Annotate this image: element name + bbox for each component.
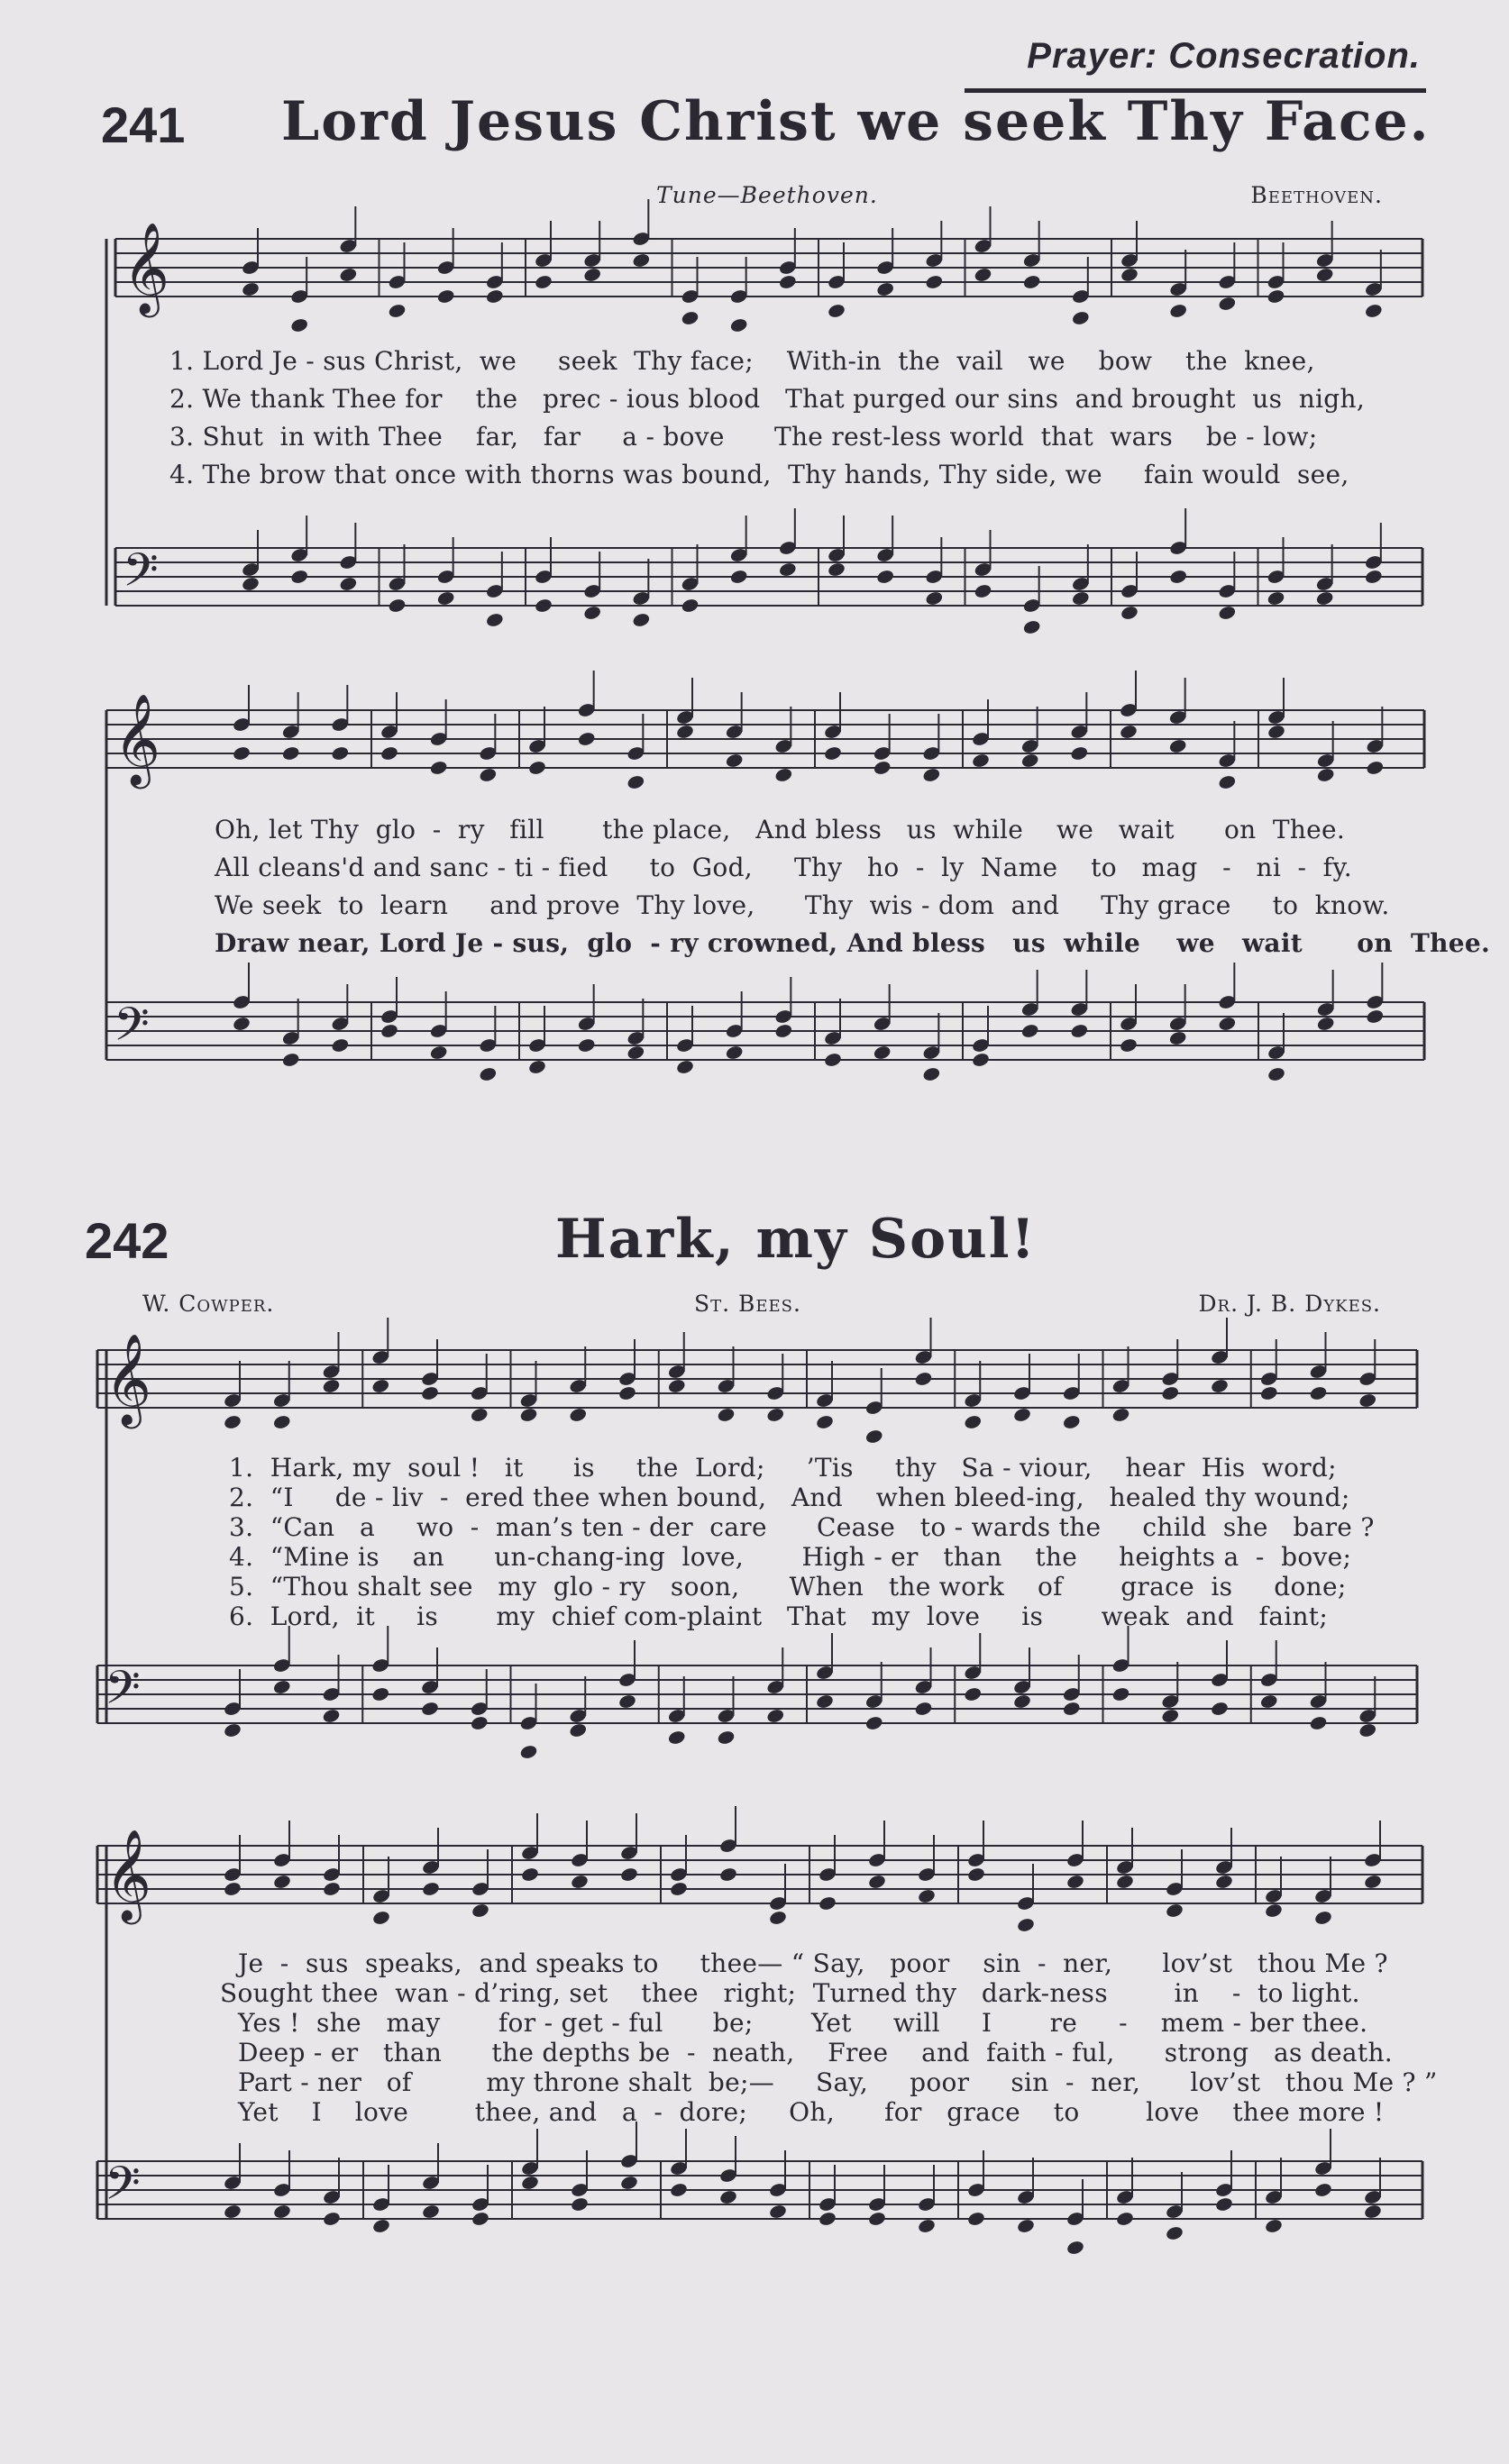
notehead bbox=[827, 303, 846, 319]
notehead bbox=[966, 1866, 985, 1883]
notehead bbox=[232, 1016, 251, 1032]
verse-line: 4. “Mine is an un-chang-ing love, High - er than the heights a - bove; bbox=[229, 1542, 1352, 1572]
notehead bbox=[1313, 1910, 1332, 1926]
notehead bbox=[485, 288, 504, 305]
notehead bbox=[632, 252, 651, 269]
notehead bbox=[1267, 724, 1285, 740]
notehead bbox=[827, 561, 846, 578]
notehead bbox=[322, 1881, 341, 1897]
notehead bbox=[768, 1910, 787, 1926]
notehead bbox=[1070, 745, 1089, 762]
notehead bbox=[380, 745, 398, 762]
notehead bbox=[667, 1729, 686, 1746]
verse-line: 1. Hark, my soul ! it is the Lord; ’Tis thy Sa - viour, hear His word; bbox=[229, 1453, 1337, 1483]
notehead bbox=[1366, 760, 1385, 776]
notehead bbox=[766, 1407, 785, 1423]
notehead bbox=[1267, 1066, 1285, 1082]
notehead bbox=[339, 576, 358, 592]
notehead bbox=[815, 1693, 834, 1710]
notehead bbox=[570, 2196, 589, 2213]
notehead bbox=[421, 1881, 440, 1897]
notehead bbox=[534, 598, 553, 614]
notehead bbox=[569, 1722, 588, 1738]
notehead bbox=[371, 1378, 390, 1394]
notehead bbox=[1161, 1708, 1180, 1724]
notehead bbox=[371, 1910, 390, 1926]
notehead bbox=[1062, 1414, 1081, 1430]
notehead bbox=[1259, 1693, 1278, 1710]
notehead bbox=[875, 281, 894, 297]
notehead bbox=[667, 1378, 686, 1394]
notehead bbox=[1366, 1008, 1385, 1025]
notehead bbox=[241, 576, 260, 592]
notehead bbox=[818, 1895, 837, 1912]
notehead bbox=[725, 1045, 744, 1061]
hymn-title-242: Hark, my Soul! bbox=[555, 1208, 1037, 1271]
notehead bbox=[914, 1371, 933, 1387]
notehead bbox=[1119, 724, 1138, 740]
notehead bbox=[519, 1407, 538, 1423]
author-242: W. Cowper. bbox=[142, 1291, 275, 1317]
notehead bbox=[1120, 267, 1139, 283]
notehead bbox=[1065, 1874, 1084, 1890]
verse-line: All cleans'd and sanc - ti - fied to God, Thy ho - ly Name to mag - ni - fy. bbox=[215, 853, 1352, 882]
treble-clef-icon: 𝄞 bbox=[114, 692, 161, 785]
notehead bbox=[1020, 753, 1039, 769]
notehead bbox=[718, 1866, 737, 1883]
verse-line: 3. “Can a wo - man’s ten - der care Cease to - wards the child she bare ? bbox=[229, 1512, 1375, 1542]
notehead bbox=[1364, 303, 1383, 319]
notehead bbox=[582, 605, 601, 621]
verse-line: 3. Shut in with Thee far, far a - bove The rest-less world that wars be - low; bbox=[169, 422, 1318, 452]
notehead bbox=[420, 1701, 439, 1717]
notehead bbox=[520, 1866, 539, 1883]
verse-line: 4. The brow that once with thorns was bound, Thy hands, Thy side, we fain would see, bbox=[169, 460, 1349, 489]
notehead bbox=[1168, 738, 1187, 754]
notehead bbox=[971, 753, 990, 769]
bass-clef-icon: 𝄢 bbox=[105, 2156, 141, 2222]
notehead bbox=[429, 760, 448, 776]
notehead bbox=[1168, 569, 1187, 585]
verse-line: Oh, let Thy glo - ry fill the place, And bless us while we wait on Thee. bbox=[215, 815, 1346, 844]
notehead bbox=[1020, 1023, 1039, 1039]
notehead bbox=[669, 2182, 688, 2198]
notehead bbox=[223, 1881, 242, 1897]
notehead bbox=[626, 1045, 645, 1061]
notehead bbox=[725, 753, 744, 769]
notehead bbox=[1120, 605, 1139, 621]
notehead bbox=[371, 2218, 390, 2234]
verse-line: Je - sus speaks, and speaks to thee— “ Say, poor sin - ner, lov’st thou Me ? bbox=[238, 1948, 1388, 1978]
notehead bbox=[534, 274, 553, 290]
notehead bbox=[675, 1059, 694, 1075]
notehead bbox=[1161, 1385, 1180, 1401]
notehead bbox=[774, 1023, 793, 1039]
notehead bbox=[922, 1066, 941, 1082]
notehead bbox=[974, 583, 992, 599]
notehead bbox=[729, 569, 748, 585]
notehead bbox=[925, 274, 944, 290]
notehead bbox=[1358, 1722, 1377, 1738]
notehead bbox=[964, 1414, 983, 1430]
notehead bbox=[974, 267, 992, 283]
notehead bbox=[617, 1385, 636, 1401]
notehead bbox=[289, 569, 308, 585]
notehead bbox=[1168, 303, 1187, 319]
notehead bbox=[1071, 590, 1090, 607]
notehead bbox=[388, 598, 407, 614]
verse-line: 5. “Thou shalt see my glo - ry soon, When the work of grace is done; bbox=[229, 1572, 1347, 1602]
notehead bbox=[1218, 774, 1237, 790]
notehead bbox=[632, 612, 651, 628]
hymn-number-241: 241 bbox=[101, 96, 186, 153]
notehead bbox=[331, 1037, 350, 1054]
notehead bbox=[1065, 2240, 1084, 2256]
notehead bbox=[1315, 590, 1334, 607]
notehead bbox=[1264, 1903, 1283, 1919]
hymn-title-241: Lord Jesus Christ we seek Thy Face. bbox=[281, 90, 1431, 153]
notehead bbox=[1313, 2182, 1332, 2198]
notehead bbox=[223, 2204, 242, 2220]
notehead bbox=[322, 1708, 341, 1724]
notehead bbox=[766, 1708, 785, 1724]
notehead bbox=[1115, 1874, 1134, 1890]
notehead bbox=[1115, 2211, 1134, 2227]
notehead bbox=[1259, 1385, 1278, 1401]
verse-line: Yet I love thee, and a - dore; Oh, for grace to love thee more ! bbox=[238, 2097, 1385, 2127]
notehead bbox=[875, 569, 894, 585]
notehead bbox=[241, 281, 260, 297]
notehead bbox=[873, 1045, 892, 1061]
verse-line: 6. Lord, it is my chief com-plaint That my love is weak and faint; bbox=[229, 1602, 1329, 1631]
verse-line: We seek to learn and prove Thy love, Thy wis - dom and Thy grace to know. bbox=[215, 890, 1390, 920]
notehead bbox=[421, 2204, 440, 2220]
notehead bbox=[1165, 1903, 1184, 1919]
notehead bbox=[485, 612, 504, 628]
notehead bbox=[617, 1693, 636, 1710]
notehead bbox=[436, 590, 455, 607]
notehead bbox=[1210, 1701, 1229, 1717]
verse-line: 1. Lord Je - sus Christ, we seek Thy face; With-in the vail we bow the knee, bbox=[169, 346, 1315, 376]
bass-clef-icon: 𝄢 bbox=[123, 543, 159, 608]
notehead bbox=[471, 2211, 489, 2227]
notehead bbox=[914, 1701, 933, 1717]
notehead bbox=[527, 1059, 546, 1075]
notehead bbox=[1364, 569, 1383, 585]
tune-name-242: St. Bees. bbox=[694, 1291, 801, 1317]
notehead bbox=[1012, 1693, 1031, 1710]
notehead bbox=[272, 1874, 291, 1890]
notehead bbox=[729, 317, 748, 333]
notehead bbox=[774, 767, 793, 783]
notehead bbox=[1267, 288, 1285, 305]
verse-line: Yes ! she may for - get - ful be; Yet will I re - mem - ber thee. bbox=[238, 2008, 1368, 2038]
notehead bbox=[1165, 2225, 1184, 2241]
notehead bbox=[223, 1414, 242, 1430]
notehead bbox=[1315, 267, 1334, 283]
notehead bbox=[339, 267, 358, 283]
notehead bbox=[925, 590, 944, 607]
notehead bbox=[436, 288, 455, 305]
verse-line: 2. “I de - liv - ered thee when bound, And when bleed-ing, healed thy wound; bbox=[229, 1483, 1350, 1512]
notehead bbox=[966, 2211, 985, 2227]
notehead bbox=[479, 767, 498, 783]
notehead bbox=[815, 1414, 834, 1430]
section-header: Prayer: Consecration. bbox=[1027, 36, 1421, 76]
notehead bbox=[569, 1407, 588, 1423]
notehead bbox=[570, 1874, 589, 1890]
composer-241: Beethoven. bbox=[1250, 182, 1383, 208]
notehead bbox=[1214, 2196, 1233, 2213]
notehead bbox=[823, 1052, 842, 1068]
notehead bbox=[1218, 1016, 1237, 1032]
notehead bbox=[1022, 274, 1041, 290]
notehead bbox=[1363, 1874, 1382, 1890]
notehead bbox=[964, 1686, 983, 1702]
notehead bbox=[867, 2211, 886, 2227]
notehead bbox=[1218, 605, 1237, 621]
notehead bbox=[768, 2204, 787, 2220]
notehead bbox=[718, 2189, 737, 2205]
notehead bbox=[619, 2175, 638, 2191]
bass-clef-icon: 𝄢 bbox=[105, 1660, 141, 1726]
notehead bbox=[626, 774, 645, 790]
notehead bbox=[1062, 1701, 1081, 1717]
notehead bbox=[1264, 2218, 1283, 2234]
notehead bbox=[1218, 296, 1237, 312]
notehead bbox=[619, 1866, 638, 1883]
notehead bbox=[1214, 1874, 1233, 1890]
treble-clef-icon: 𝄞 bbox=[123, 221, 170, 314]
treble-clef-icon: 𝄞 bbox=[105, 1332, 152, 1425]
notehead bbox=[520, 2175, 539, 2191]
notehead bbox=[922, 767, 941, 783]
notehead bbox=[675, 724, 694, 740]
hymn-number-242: 242 bbox=[85, 1212, 169, 1269]
treble-clef-icon: 𝄞 bbox=[105, 1828, 152, 1921]
notehead bbox=[778, 274, 797, 290]
notehead bbox=[917, 2218, 936, 2234]
notehead bbox=[717, 1729, 736, 1746]
notehead bbox=[1168, 1030, 1187, 1046]
notehead bbox=[717, 1407, 736, 1423]
notehead bbox=[1022, 619, 1041, 635]
notehead bbox=[1316, 1016, 1335, 1032]
notehead bbox=[331, 745, 350, 762]
notehead bbox=[388, 303, 407, 319]
notehead bbox=[272, 2204, 291, 2220]
tune-label: Tune—Beethoven. bbox=[656, 182, 878, 208]
notehead bbox=[371, 1686, 390, 1702]
notehead bbox=[867, 1874, 886, 1890]
notehead bbox=[272, 1414, 291, 1430]
notehead bbox=[281, 1052, 300, 1068]
notehead bbox=[281, 745, 300, 762]
notehead bbox=[1012, 1407, 1031, 1423]
notehead bbox=[681, 310, 700, 326]
notehead bbox=[577, 731, 596, 747]
notehead bbox=[873, 760, 892, 776]
verse-line: Sought thee wan - d’ring, set thee right; Turned thy dark-ness in - to light. bbox=[220, 1978, 1360, 2008]
notehead bbox=[470, 1407, 489, 1423]
notehead bbox=[322, 1378, 341, 1394]
verse-line: Deep - er than the depths be - neath, Free and faith - ful, strong as death. bbox=[238, 2038, 1393, 2067]
bass-clef-icon: 𝄢 bbox=[114, 997, 150, 1063]
notehead bbox=[1316, 767, 1335, 783]
notehead bbox=[420, 1385, 439, 1401]
notehead bbox=[1016, 2218, 1035, 2234]
notehead bbox=[778, 561, 797, 578]
notehead bbox=[519, 1744, 538, 1760]
notehead bbox=[1070, 1023, 1089, 1039]
notehead bbox=[1016, 1917, 1035, 1933]
notehead bbox=[322, 2211, 341, 2227]
composer-242: Dr. J. B. Dykes. bbox=[1198, 1291, 1381, 1317]
notehead bbox=[1210, 1378, 1229, 1394]
verse-line: 2. We thank Thee for the prec - ious blood That purged our sins and brought us nigh, bbox=[169, 384, 1366, 414]
notehead bbox=[1119, 1037, 1138, 1054]
verse-line: Part - ner of my throne shalt be;— Say, poor sin - ner, lov’st thou Me ? ” bbox=[238, 2067, 1438, 2097]
notehead bbox=[577, 1037, 596, 1054]
notehead bbox=[470, 1715, 489, 1731]
notehead bbox=[864, 1715, 883, 1731]
notehead bbox=[818, 2211, 837, 2227]
notehead bbox=[917, 1888, 936, 1904]
notehead bbox=[1358, 1392, 1377, 1409]
notehead bbox=[272, 1679, 291, 1695]
notehead bbox=[479, 1066, 498, 1082]
notehead bbox=[582, 267, 601, 283]
notehead bbox=[380, 1023, 398, 1039]
notehead bbox=[823, 745, 842, 762]
notehead bbox=[232, 745, 251, 762]
notehead bbox=[471, 1903, 489, 1919]
notehead bbox=[289, 317, 308, 333]
notehead bbox=[1309, 1385, 1328, 1401]
notehead bbox=[971, 1052, 990, 1068]
notehead bbox=[1111, 1686, 1130, 1702]
notehead bbox=[1111, 1407, 1130, 1423]
notehead bbox=[527, 760, 546, 776]
verse-line: Draw near, Lord Je - sus, glo - ry crowned, And bless us while we wait on Thee. bbox=[215, 928, 1491, 958]
notehead bbox=[1267, 590, 1285, 607]
notehead bbox=[1309, 1715, 1328, 1731]
notehead bbox=[669, 1881, 688, 1897]
notehead bbox=[864, 1428, 883, 1445]
notehead bbox=[429, 1045, 448, 1061]
notehead bbox=[1071, 310, 1090, 326]
notehead bbox=[681, 598, 700, 614]
notehead bbox=[223, 1722, 242, 1738]
notehead bbox=[1363, 2204, 1382, 2220]
